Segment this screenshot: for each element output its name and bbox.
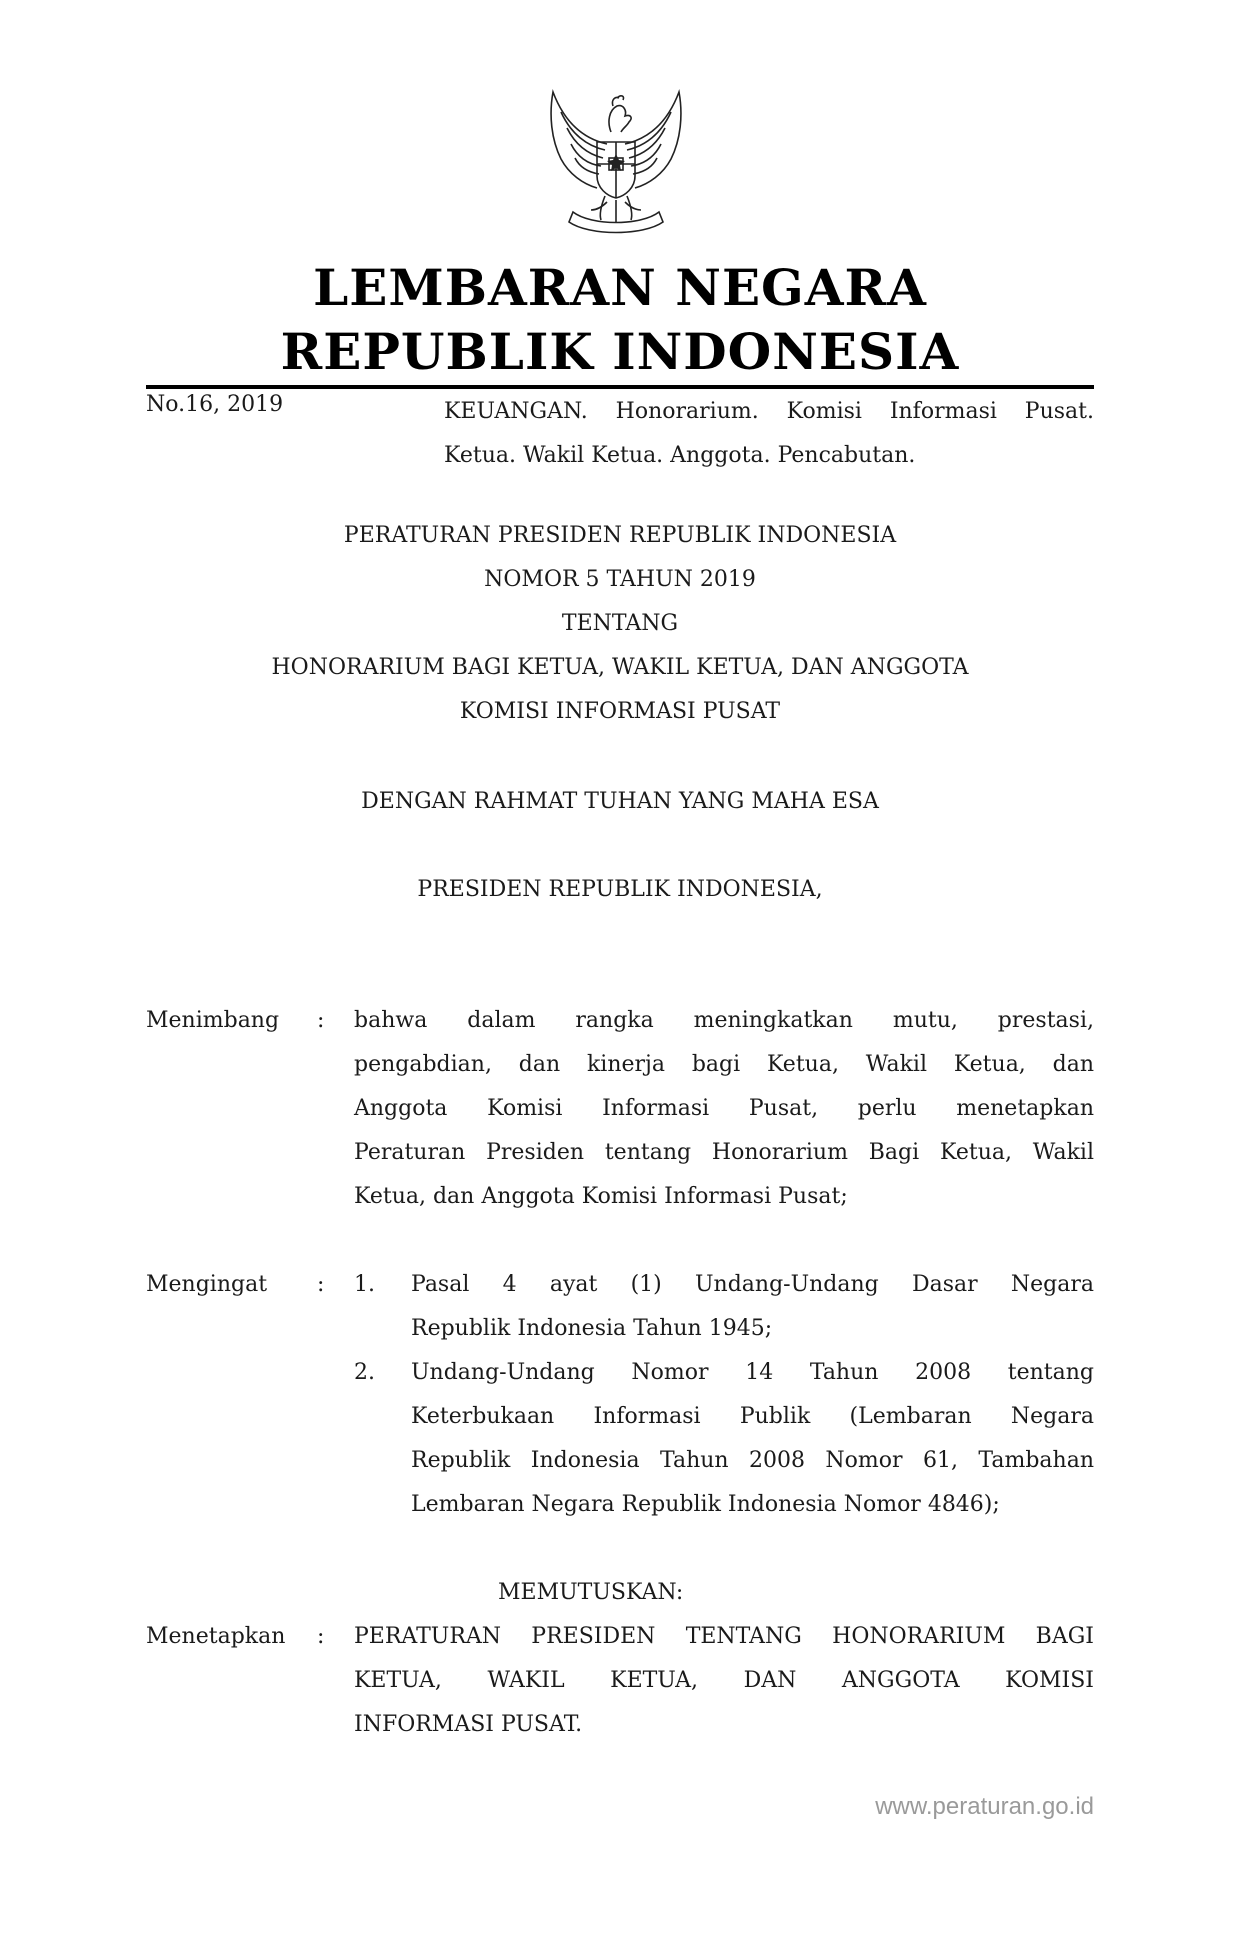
gazette-topic <box>444 390 1094 478</box>
menimbang-colon: : <box>317 1008 325 1033</box>
menimbang-line: Peraturan Presiden tentang Honorarium Bagi Ketua, Wakil <box>354 1140 1094 1165</box>
menimbang-label: Menimbang <box>146 1008 280 1033</box>
mengingat-colon: : <box>317 1272 325 1297</box>
blessing-line: DENGAN RAHMAT TUHAN YANG MAHA ESA <box>361 789 879 814</box>
menimbang-line: pengabdian, dan kinerja bagi Ketua, Wakil Ketua, dan <box>354 1052 1094 1077</box>
mengingat-item-line: Pasal 4 ayat (1) Undang-Undang Dasar Negara <box>411 1272 1094 1297</box>
menetapkan-label: Menetapkan <box>146 1624 286 1649</box>
menetapkan-line: KETUA, WAKIL KETUA, DAN ANGGOTA KOMISI <box>354 1668 1094 1693</box>
mengingat-item-2-number: 2. <box>354 1360 375 1385</box>
mengingat-item-line: Republik Indonesia Tahun 1945; <box>411 1316 773 1341</box>
mengingat-item-1-text <box>411 1263 1094 1351</box>
gazette-title-line-2: REPUBLIK INDONESIA <box>280 322 960 381</box>
menimbang-line: bahwa dalam rangka meningkatkan mutu, prestasi, <box>354 1008 1094 1033</box>
menetapkan-line: PERATURAN PRESIDEN TENTANG HONORARIUM BAGI <box>354 1624 1094 1649</box>
menimbang-line: Ketua, dan Anggota Komisi Informasi Pusat; <box>354 1184 848 1209</box>
footer-website: www.peraturan.go.id <box>875 1793 1094 1820</box>
mengingat-item-2-text <box>411 1351 1094 1527</box>
mengingat-item-line: Republik Indonesia Tahun 2008 Nomor 61, Tambahan <box>411 1448 1094 1473</box>
menimbang-text <box>354 999 1094 1219</box>
regulation-heading <box>146 514 1094 734</box>
mengingat-item-1-number: 1. <box>354 1272 375 1297</box>
topic-line-1: KEUANGAN. Honorarium. Komisi Informasi Pusat. <box>444 399 1094 424</box>
regulation-line-1: PERATURAN PRESIDEN REPUBLIK INDONESIA <box>343 523 897 548</box>
regulation-line-3: TENTANG <box>561 611 679 636</box>
regulation-line-4: HONORARIUM BAGI KETUA, WAKIL KETUA, DAN ANGGOTA <box>271 655 969 680</box>
regulation-line-2: NOMOR 5 TAHUN 2019 <box>484 567 756 592</box>
topic-line-2: Ketua. Wakil Ketua. Anggota. Pencabutan. <box>444 443 916 468</box>
mengingat-item-line: Undang-Undang Nomor 14 Tahun 2008 tentang <box>411 1360 1094 1385</box>
mengingat-item-line: Keterbukaan Informasi Publik (Lembaran Negara <box>411 1404 1094 1429</box>
regulation-line-5: KOMISI INFORMASI PUSAT <box>459 699 781 724</box>
title-divider <box>146 385 1094 389</box>
gazette-title-line-1: LEMBARAN NEGARA <box>313 258 927 317</box>
memutuskan-heading: MEMUTUSKAN: <box>498 1580 684 1605</box>
gazette-number: No.16, 2019 <box>146 392 284 417</box>
president-line: PRESIDEN REPUBLIK INDONESIA, <box>417 877 823 902</box>
mengingat-label: Mengingat <box>146 1272 268 1297</box>
menetapkan-text <box>354 1615 1094 1747</box>
menetapkan-line: INFORMASI PUSAT. <box>354 1712 583 1737</box>
menetapkan-colon: : <box>317 1624 325 1649</box>
garuda-emblem-icon <box>535 84 697 244</box>
mengingat-item-line: Lembaran Negara Republik Indonesia Nomor 4846); <box>411 1492 1000 1517</box>
menimbang-line: Anggota Komisi Informasi Pusat, perlu menetapkan <box>354 1096 1094 1121</box>
